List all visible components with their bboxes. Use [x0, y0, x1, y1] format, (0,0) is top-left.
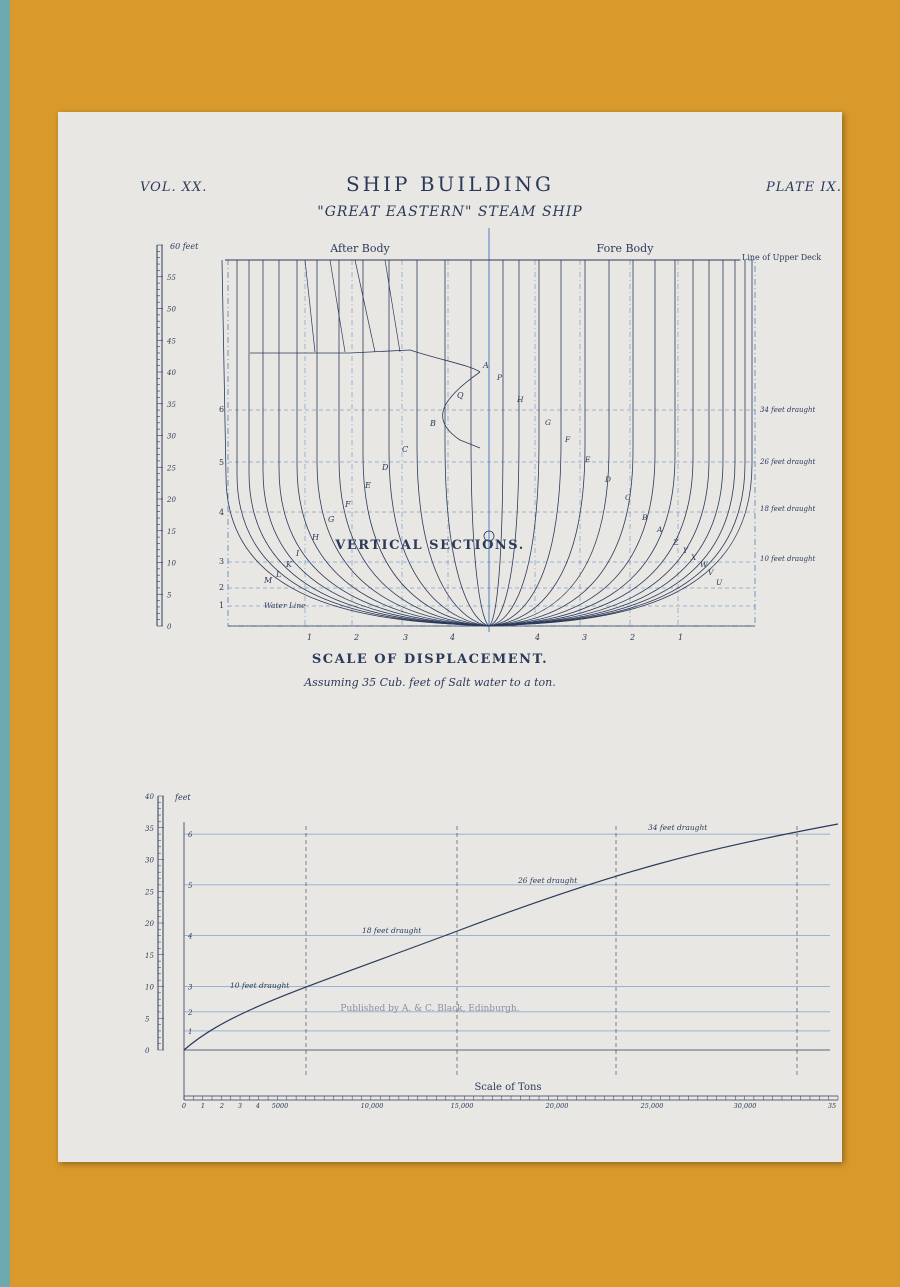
tons-tick-label: 0	[181, 1102, 187, 1110]
after-section-letter: D	[382, 463, 389, 472]
plate-number: PLATE IX.	[766, 180, 842, 195]
feet-tick-label: 10	[145, 983, 154, 992]
waterline-number: 2	[219, 583, 225, 592]
scale-tick-label: 35	[167, 400, 176, 409]
displacement-grid	[158, 796, 838, 1100]
draught-marker: 2	[188, 1008, 193, 1017]
plate-subtitle: "GREAT EASTERN" STEAM SHIP	[317, 204, 583, 220]
draught-marker: 4	[188, 932, 193, 941]
after-section-letter: M	[264, 576, 273, 585]
tons-tick-label: 10,000	[360, 1102, 384, 1110]
fore-station-number: 3	[582, 633, 588, 642]
tons-axis-label: Scale of Tons	[474, 1082, 542, 1093]
fore-section-letter: G	[545, 418, 551, 427]
fore-section-letter: U	[716, 578, 723, 587]
waterline-number: 1	[219, 601, 225, 610]
draught-marker: 6	[188, 831, 193, 840]
fore-section-letter: X	[691, 553, 697, 562]
fore-body-label: Fore Body	[596, 242, 654, 255]
after-section-letter: H	[312, 533, 319, 542]
after-station-number: 3	[403, 633, 409, 642]
waterline-number: 4	[219, 508, 225, 517]
feet-tick-label: 25	[145, 888, 154, 897]
after-section-letter: C	[402, 445, 409, 454]
tons-tick-label: 4	[255, 1102, 261, 1110]
displacement-draught-label: 34 feet draught	[648, 823, 708, 832]
tons-tick-label: 2	[219, 1102, 225, 1110]
fore-section-letter: Z	[673, 538, 679, 547]
after-section-letter: A	[483, 361, 489, 370]
tons-tick-label: 30,000	[733, 1102, 757, 1110]
volume-label: VOL. XX.	[140, 180, 208, 195]
draught-label: 10 feet draught	[760, 555, 816, 563]
draught-label: 26 feet draught	[760, 458, 816, 466]
publisher-imprint: Published by A. & C. Black, Edinburgh.	[340, 1004, 520, 1014]
displacement-subtitle: Assuming 35 Cub. feet of Salt water to a ton.	[304, 676, 556, 689]
fore-section-letter: E	[585, 455, 591, 464]
draught-label: 18 feet draught	[760, 505, 816, 513]
after-section-letter: I	[296, 549, 300, 558]
feet-tick-label: 20	[145, 920, 154, 928]
after-section-letter: F	[345, 500, 351, 509]
scale-tick-label: 55	[167, 273, 176, 282]
after-station-number: 2	[354, 633, 360, 642]
plate-title: SHIP BUILDING	[345, 172, 554, 196]
displacement-curve	[184, 824, 838, 1050]
displacement-draught-label: 18 feet draught	[362, 926, 422, 935]
scale-tick-label: 40	[167, 369, 176, 377]
feet-tick-label: 30	[145, 856, 154, 865]
waterline-number: 3	[219, 557, 225, 566]
displacement-title: SCALE OF DISPLACEMENT.	[311, 652, 549, 667]
fore-section-letter: F	[565, 435, 571, 444]
scale-tick-label: 0	[167, 623, 172, 631]
scale-tick-label: 15	[167, 527, 176, 536]
fore-section-letter: Y	[683, 546, 688, 555]
after-station-number: 1	[307, 633, 313, 642]
after-section-letter: L	[276, 570, 282, 579]
after-section-letter: G	[328, 515, 335, 524]
tons-tick-label: 25,000	[640, 1102, 664, 1110]
tons-tick-label: 5000	[271, 1102, 289, 1110]
scale-tick-label: 5	[167, 591, 172, 600]
after-body-label: After Body	[330, 242, 390, 255]
waterline-number: 5	[219, 458, 225, 467]
feet-tick-label: 35	[145, 824, 154, 833]
after-section-letter: K	[286, 560, 292, 569]
after-section-letter: Q	[457, 391, 464, 400]
fore-station-number: 2	[630, 633, 636, 642]
fore-station-number: 4	[535, 633, 541, 642]
feet-tick-label: 15	[145, 951, 154, 960]
waterline-number: 6	[219, 405, 225, 414]
draught-label: 34 feet draught	[760, 406, 816, 414]
feet-tick-label: 40	[145, 793, 154, 801]
after-section-letter: B	[430, 419, 436, 428]
after-station-number: 4	[450, 633, 456, 642]
scale-tick-label: 45	[167, 337, 176, 346]
after-section-letter: E	[365, 481, 371, 490]
tons-tick-label: 1	[200, 1102, 206, 1110]
feet-label: feet	[175, 793, 191, 802]
draught-marker: 3	[188, 983, 193, 992]
fore-section-letter: W	[700, 560, 708, 569]
scale-tick-label: 50	[167, 305, 176, 314]
feet-tick-label: 5	[145, 1015, 150, 1024]
tons-tick-label: 20,000	[545, 1102, 569, 1110]
displacement-labels	[144, 793, 836, 1110]
scale-top-label: 60 feet	[170, 242, 199, 251]
tons-tick-label: 3	[237, 1102, 243, 1110]
vertical-sections-caption: VERTICAL SECTIONS.	[335, 538, 525, 553]
fore-section-letter: V	[708, 568, 714, 577]
scale-tick-label: 10	[167, 559, 176, 568]
fore-section-letter: B	[642, 513, 648, 522]
displacement-draught-label: 26 feet draught	[518, 876, 578, 885]
scale-tick-label: 20	[167, 496, 176, 504]
tons-tick-label: 35	[827, 1102, 837, 1110]
tons-tick-label: 15,000	[450, 1102, 474, 1110]
fore-station-number: 1	[678, 633, 684, 642]
fore-section-letter: D	[605, 475, 612, 484]
fore-section-letter: A	[657, 525, 663, 534]
draught-marker: 1	[188, 1027, 193, 1036]
feet-tick-label: 0	[145, 1047, 150, 1055]
upper-deck-label: Line of Upper Deck	[742, 253, 822, 262]
scale-tick-label: 25	[167, 464, 176, 473]
scale-tick-label: 30	[167, 432, 176, 441]
water-line-label: Water Line	[264, 601, 306, 610]
draught-marker: 5	[188, 881, 193, 890]
fore-section-letter: H	[517, 395, 524, 404]
fore-section-letter: C	[625, 493, 631, 502]
displacement-draught-label: 10 feet draught	[230, 981, 290, 990]
fore-section-letter: P	[497, 373, 503, 382]
